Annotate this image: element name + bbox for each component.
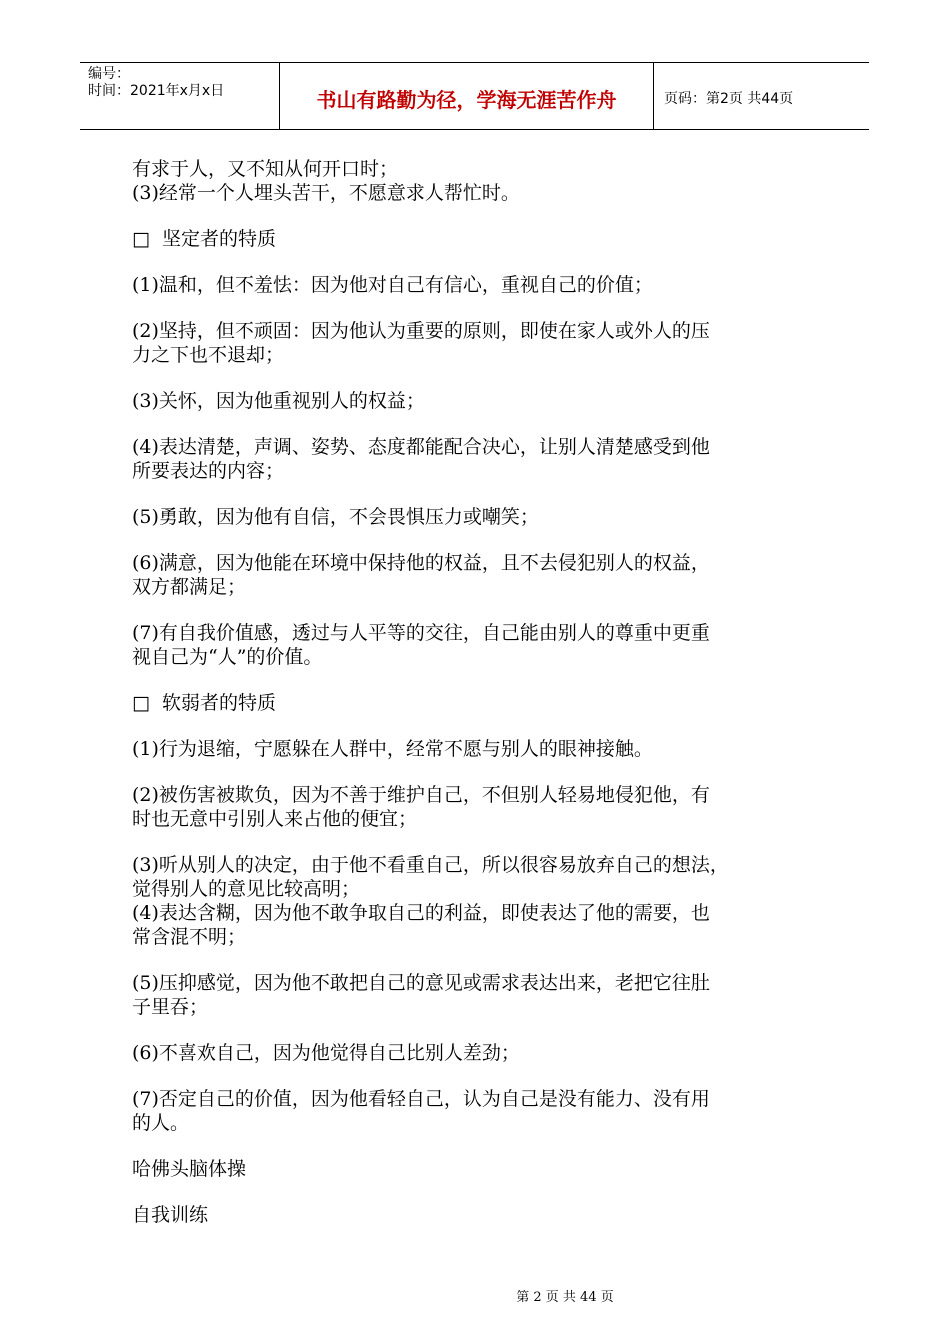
text-line: 有求于人，又不知从何开口时； — [132, 158, 399, 180]
paragraph-spacer — [132, 669, 832, 691]
paragraph-spacer — [132, 831, 832, 853]
paragraph-spacer — [132, 1181, 832, 1203]
paragraph — [132, 435, 832, 483]
text-line: (6)不喜欢自己，因为他觉得自己比别人差劲； — [132, 1042, 520, 1064]
text-line: (1)行为退缩，宁愿躲在人群中，经常不愿与别人的眼神接触。 — [132, 738, 653, 760]
paragraph — [132, 273, 832, 297]
text-line: (3)听从别人的决定，由于他不看重自己，所以很容易放弃自己的想法， — [132, 854, 729, 876]
paragraph-spacer — [132, 251, 832, 273]
document-body — [132, 157, 832, 1227]
text-line: 哈佛头脑体操 — [132, 1158, 247, 1180]
text-line: 自我训练 — [132, 1204, 209, 1226]
text-line: (5)勇敢，因为他有自信，不会畏惧压力或嘲笑； — [132, 506, 539, 528]
header-meta — [80, 63, 280, 129]
paragraph — [132, 971, 832, 1019]
paragraph — [132, 1203, 832, 1227]
paragraph-spacer — [132, 761, 832, 783]
paragraph-spacer — [132, 715, 832, 737]
paragraph — [132, 389, 832, 413]
paragraph-spacer — [132, 483, 832, 505]
text-line: (1)温和，但不羞怯：因为他对自己有信心，重视自己的价值； — [132, 274, 653, 296]
paragraph — [132, 319, 832, 367]
text-line: (3)经常一个人埋头苦干，不愿意求人帮忙时。 — [132, 182, 520, 204]
text-line: (4)表达含糊，因为他不敢争取自己的利益，即使表达了他的需要，也 — [132, 902, 710, 924]
text-line: □ 坚定者的特质 — [132, 228, 277, 250]
text-line: 常含混不明； — [132, 926, 247, 948]
paragraph — [132, 783, 832, 831]
text-line: (3)关怀，因为他重视别人的权益； — [132, 390, 425, 412]
paragraph — [132, 227, 832, 251]
date-label: 时间：2021年x月x日 — [88, 83, 225, 99]
text-line: 视自己为“人”的价值。 — [132, 646, 323, 668]
paragraph — [132, 1087, 832, 1135]
text-line: 子里吞； — [132, 996, 209, 1018]
paragraph-spacer — [132, 1065, 832, 1087]
text-line: (7)否定自己的价值，因为他看轻自己，认为自己是没有能力、没有用 — [132, 1088, 710, 1110]
serial-label: 编号： — [88, 66, 130, 82]
text-line: 双方都满足； — [132, 576, 247, 598]
paragraph-spacer — [132, 1135, 832, 1157]
text-line: 力之下也不退却； — [132, 344, 285, 366]
paragraph — [132, 505, 832, 529]
paragraph — [132, 1041, 832, 1065]
page-header — [80, 62, 869, 130]
text-line: 时也无意中引别人来占他的便宜； — [132, 808, 418, 830]
paragraph — [132, 1157, 832, 1181]
paragraph-spacer — [132, 297, 832, 319]
text-line: (7)有自我价值感，透过与人平等的交往，自己能由别人的尊重中更重 — [132, 622, 710, 644]
paragraph — [132, 737, 832, 761]
paragraph — [132, 691, 832, 715]
paragraph-spacer — [132, 599, 832, 621]
paragraph-spacer — [132, 205, 832, 227]
paragraph — [132, 157, 832, 205]
paragraph — [132, 853, 832, 949]
text-line: 觉得别人的意见比较高明； — [132, 878, 361, 900]
paragraph-spacer — [132, 367, 832, 389]
page-footer: 第 2 页 共 44 页 — [516, 1290, 614, 1305]
text-line: (6)满意，因为他能在环境中保持他的权益，且不去侵犯别人的权益， — [132, 552, 710, 574]
paragraph-spacer — [132, 529, 832, 551]
text-line: (5)压抑感觉，因为他不敢把自己的意见或需求表达出来，老把它往肚 — [132, 972, 710, 994]
paragraph — [132, 551, 832, 599]
paragraph — [132, 621, 832, 669]
text-line: (2)被伤害被欺负，因为不善于维护自己，不但别人轻易地侵犯他，有 — [132, 784, 710, 806]
text-line: (4)表达清楚，声调、姿势、态度都能配合决心，让别人清楚感受到他 — [132, 436, 710, 458]
paragraph-spacer — [132, 1019, 832, 1041]
header-motto: 书山有路勤为径，学海无涯苦作舟 — [280, 63, 654, 129]
text-line: (2)坚持，但不顽固：因为他认为重要的原则，即使在家人或外人的压 — [132, 320, 710, 342]
text-line: □ 软弱者的特质 — [132, 692, 277, 714]
paragraph-spacer — [132, 949, 832, 971]
text-line: 的人。 — [132, 1112, 190, 1134]
paragraph-spacer — [132, 413, 832, 435]
text-line: 所要表达的内容； — [132, 460, 285, 482]
header-page-number: 页码：第2页 共44页 — [664, 91, 794, 107]
